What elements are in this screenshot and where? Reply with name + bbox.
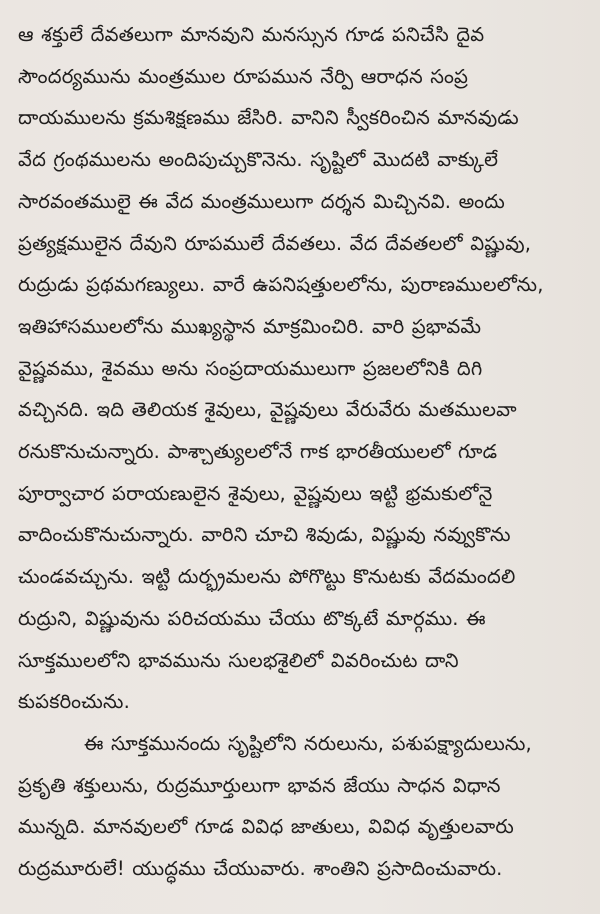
text-line: రుద్రుని, విష్ణువును పరిచయము చేయు టొక్కటే మార్గము. ఈ xyxy=(18,606,486,630)
text-line: దాయములను క్రమశిక్షణము జేసిరి. వానిని స్వీకరించిన మానవుడు xyxy=(18,106,519,130)
text-line: రనుకొనుచున్నారు. పాశ్చాత్యులలోనే గాక భారతీయులలో గూడ xyxy=(18,440,498,464)
text-line: ప్రత్యక్షములైన దేవుని రూపములే దేవతలు. వేద దేవతలలో విష్ణువు, xyxy=(18,231,532,255)
text-line: రుద్రుడు ప్రథమగణ్యులు. వారే ఉపనిషత్తులలోను, పురాణములలోను, xyxy=(18,273,544,297)
text-line: వేద గ్రంథములను అందిపుచ్చుకొనెను. సృష్టిలో మొదటి వాక్కులే xyxy=(18,148,499,172)
text-line: చుండవచ్చును. ఇట్టి దుర్భ్రమలను పోగొట్టు కొనుటకు వేదమందలి xyxy=(18,565,516,589)
text-line: సూక్తములలోని భావమును సులభశైలిలో వివరించుట దాని xyxy=(18,648,459,672)
text-line: వాదించుకొనుచున్నారు. వారిని చూచి శివుడు, విష్ణువు నవ్వుకొను xyxy=(18,523,511,547)
text-line: ప్రకృతి శక్తులును, రుద్రమూర్తులుగా భావన జేయు సాధన విధాన xyxy=(18,773,501,797)
paragraph-2 xyxy=(18,723,582,890)
text-line: ఈ సూక్తమునందు సృష్టిలోని నరులును, పశుపక్ష్యాదులును, xyxy=(84,731,532,755)
text-line: సారవంతములై ఈ వేద మంత్రములుగా దర్శన మిచ్చినవి. అందు xyxy=(18,189,505,213)
text-line: వైష్ణవము, శైవము అను సంప్రదాయములుగా ప్రజలలోనికి దిగి xyxy=(18,356,483,380)
text-line: మున్నది. మానవులలో గూడ వివిధ జాతులు, వివిధ వృత్తులవారు xyxy=(18,815,514,839)
text-line: సౌందర్యమును మంత్రముల రూపమున నేర్పి ఆరాధన సంప్ర xyxy=(18,64,469,88)
text-line: వచ్చినది. ఇది తెలియక శైవులు, వైష్ణవులు వేరువేరు మతములవా xyxy=(18,398,517,422)
text-line: ఆ శక్తులే దేవతలుగా మానవుని మనస్సున గూడ పనిచేసి దైవ xyxy=(18,23,485,46)
text-line: రుద్రమూరులే! యుద్ధము చేయువారు. శాంతిని ప్రసాదించువారు. xyxy=(18,857,503,881)
text-line: ఇతిహాసములలోను ముఖ్యస్థాన మాక్రమించిరి. వారి ప్రభావమే xyxy=(18,314,482,338)
text-line: పూర్వాచార పరాయణులైన శైవులు, వైష్ణవులు ఇట్టి భ్రమకులోనై xyxy=(18,481,493,505)
text-line: కుపకరించును. xyxy=(18,690,131,714)
paragraph-1 xyxy=(18,14,582,723)
